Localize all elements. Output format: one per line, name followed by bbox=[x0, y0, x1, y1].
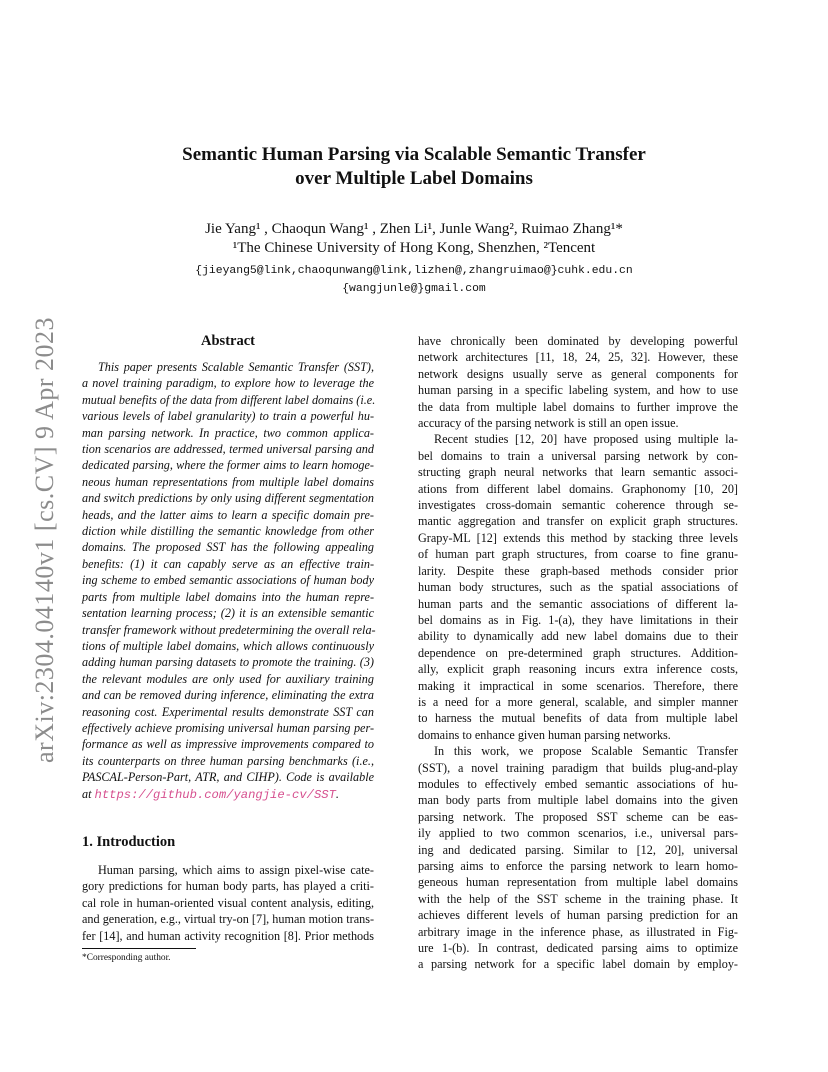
body-line: human body structures, such as the spatial associations of bbox=[418, 580, 738, 595]
body-line: ally, explicit graph reasoning incurs extra inference costs, bbox=[418, 662, 738, 677]
abstract-line: neous human representations from multiple label domains bbox=[82, 474, 374, 489]
footnote: *Corresponding author. bbox=[82, 953, 171, 963]
title-line-2: over Multiple Label Domains bbox=[295, 168, 533, 189]
abstract-line: domains. The proposed SST has the following appealing bbox=[82, 540, 374, 555]
abstract-line: man parsing network. In practice, two common applica- bbox=[82, 425, 374, 440]
body-line: to harness the mutual benefits of data from multiple label bbox=[418, 711, 738, 726]
abstract-line: transfer framework without predetermining the overall rela- bbox=[82, 622, 376, 637]
intro-heading: 1. Introduction bbox=[82, 834, 176, 850]
author-names: Jie Yang¹ , Chaoqun Wang¹ , Zhen Li¹, Junle Wang², Ruimao Zhang¹* bbox=[205, 221, 623, 237]
abstract-last-prefix: at bbox=[82, 786, 92, 801]
body-line: Recent studies [12, 20] have proposed using multiple la- bbox=[434, 432, 738, 447]
abstract-line: diction while distilling the semantic knowledge from other bbox=[82, 524, 374, 539]
body-line: accuracy of the parsing network is still an open issue. bbox=[418, 416, 679, 431]
code-link[interactable]: https://github.com/yangjie-cv/SST bbox=[94, 787, 336, 802]
abstract-line: mutual benefits of the data from different label domains (i.e. bbox=[82, 392, 376, 407]
footnote-rule bbox=[82, 948, 196, 949]
abstract-line: dedicated parsing, where the former aims to learn homoge- bbox=[82, 458, 374, 473]
body-line: is a need for a more general, scalable, and simpler manner bbox=[418, 694, 738, 709]
intro-line: and generation, e.g., virtual try-on [7], human motion trans- bbox=[82, 912, 374, 927]
body-line: structing graph neural networks that learn semantic associ- bbox=[418, 465, 738, 480]
title-line-1: Semantic Human Parsing via Scalable Semantic Transfer bbox=[182, 144, 646, 165]
abstract-line: various levels of label granularity) to train a powerful hu- bbox=[82, 409, 374, 424]
body-line: ing and dedicated parsing. Similar to [12, 20], universal bbox=[418, 842, 738, 857]
abstract-line: the relevant modules are only used for auxiliary training bbox=[82, 671, 374, 686]
email-line-1: {jieyang5@link,chaoqunwang@link,lizhen@,zhangruimao@}cuhk.edu.cn bbox=[195, 265, 633, 277]
abstract-line: sentation learning process; (2) it is an extensible semantic bbox=[82, 606, 374, 621]
body-line: investigates cross-domain semantic coherence through se- bbox=[418, 498, 738, 513]
abstract-line: This paper presents Scalable Semantic Transfer (SST), bbox=[98, 360, 374, 374]
body-line: (SST), a novel training paradigm that builds plug-and-play bbox=[418, 760, 738, 775]
arxiv-identifier: arXiv:2304.04140v1 [cs.CV] 9 Apr 2023 bbox=[30, 316, 59, 764]
body-line: Grapy-ML [12] extends this method by stacking three levels bbox=[418, 530, 738, 545]
abstract-line: tions of multiple label domains, which allows continuously bbox=[82, 638, 374, 653]
email-line-2: {wangjunle@}gmail.com bbox=[342, 283, 486, 295]
body-line: human parsing in a specific labeling system, and how to use bbox=[418, 383, 738, 398]
arxiv-sidebar bbox=[30, 290, 60, 790]
body-line: with the help of the SST scheme in the training phase. It bbox=[418, 891, 738, 906]
body-line: ability to dynamically add new label domains due to their bbox=[418, 629, 738, 644]
body-line: parsing network. The proposed SST scheme can be eas- bbox=[418, 809, 738, 824]
abstract-line: and can be removed during inference, eliminating the extra bbox=[82, 688, 374, 703]
body-line: domains to enhance given human parsing networks. bbox=[418, 727, 671, 742]
author-affiliations: ¹The Chinese University of Hong Kong, Shenzhen, ²Tencent bbox=[232, 240, 596, 256]
abstract-last-line bbox=[82, 786, 374, 803]
body-line: bel domains to train a universal parsing network by con- bbox=[418, 448, 738, 463]
abstract-line: heads, and the latter aims to learn a specific domain pre- bbox=[82, 507, 374, 522]
abstract-line: parts from multiple label domains into the human repre- bbox=[82, 589, 374, 604]
abstract-line: ing scheme to embed semantic associations of human body bbox=[82, 573, 374, 588]
body-line: the data from multiple label domains to further improve the bbox=[418, 399, 738, 414]
abstract-line: adding human parsing datasets to promote the training. (3) bbox=[82, 655, 374, 670]
abstract-line: tion scenarios are addressed, termed universal parsing and bbox=[82, 442, 374, 457]
intro-line: fer [14], and human activity recognition [8]. Prior methods bbox=[82, 928, 374, 943]
body-line: network designs usually serve as general components for bbox=[418, 366, 738, 381]
body-line: network architectures [11, 18, 24, 25, 32]. However, these bbox=[418, 350, 738, 365]
body-line: man body parts from multiple label domains into the given bbox=[418, 793, 738, 808]
abstract-line: effectively achieve promising universal human parsing per- bbox=[82, 720, 374, 735]
body-line: human parts and the semantic associations of different la- bbox=[418, 596, 738, 611]
abstract-heading: Abstract bbox=[201, 333, 255, 349]
body-line: arbitrary image in the inference phase, as illustrated in Fig- bbox=[418, 924, 738, 939]
body-line: dependence on pre-determined graph structures. Addition- bbox=[418, 645, 738, 660]
body-line: bel domains as in Fig. 1-(a), they have limitations in their bbox=[418, 612, 738, 627]
body-line: achieves different levels of human parsing prediction for an bbox=[418, 908, 738, 923]
body-line: ily applied to two common scenarios, i.e., universal pars- bbox=[418, 826, 738, 841]
body-line: a parsing network for a specific label domain by employ- bbox=[418, 957, 738, 972]
body-line: larity. Despite these graph-based methods consider prior bbox=[418, 563, 738, 578]
body-line: making it impractical in some scenarios. Therefore, there bbox=[418, 678, 738, 693]
body-line: parsing aims to enforce the parsing network to learn homo- bbox=[418, 859, 738, 873]
abstract-line: PASCAL-Person-Part, ATR, and CIHP). Code is available bbox=[82, 770, 374, 785]
abstract-line: benefits: (1) it can capably serve as an effective train- bbox=[82, 556, 374, 571]
abstract-line: reasoning cost. Experimental results demonstrate SST can bbox=[82, 704, 374, 719]
body-line: ations from different label domains. Graphonomy [10, 20] bbox=[418, 481, 738, 496]
intro-line: cal role in human-oriented visual content analysis, editing, bbox=[82, 895, 374, 910]
abstract-line: a novel training paradigm, to explore how to leverage the bbox=[82, 376, 374, 391]
abstract-line: its counterparts on three human parsing benchmarks (i.e., bbox=[82, 753, 374, 768]
abstract-last-suffix: . bbox=[335, 786, 339, 801]
paper-title bbox=[80, 143, 748, 191]
body-line: mantic aggregation and transfer on explicit graph structures. bbox=[418, 514, 738, 529]
body-line: geneous human representation from multiple label domains bbox=[418, 875, 738, 890]
intro-body bbox=[82, 862, 374, 944]
body-line: ure 1-(b). In contrast, dedicated parsing aims to optimize bbox=[418, 941, 738, 956]
abstract-line: and switch predictions by only using different segmentation bbox=[82, 491, 374, 506]
body-line: modules to effectively embed semantic associations of hu- bbox=[418, 776, 738, 791]
abstract-line: formance as well as impressive improvements compared to bbox=[82, 737, 374, 752]
author-block bbox=[80, 220, 748, 258]
author-emails bbox=[80, 262, 748, 298]
right-column-body bbox=[418, 333, 738, 973]
body-line: In this work, we propose Scalable Semantic Transfer bbox=[434, 744, 738, 759]
body-line: have chronically been dominated by developing powerful bbox=[418, 334, 738, 348]
intro-line: gory predictions for human body parts, has played a criti- bbox=[82, 879, 374, 894]
intro-line: Human parsing, which aims to assign pixel-wise cate- bbox=[98, 863, 374, 877]
body-line: of human part graph structures, from coarse to fine granu- bbox=[418, 547, 738, 562]
abstract-body bbox=[82, 359, 374, 803]
